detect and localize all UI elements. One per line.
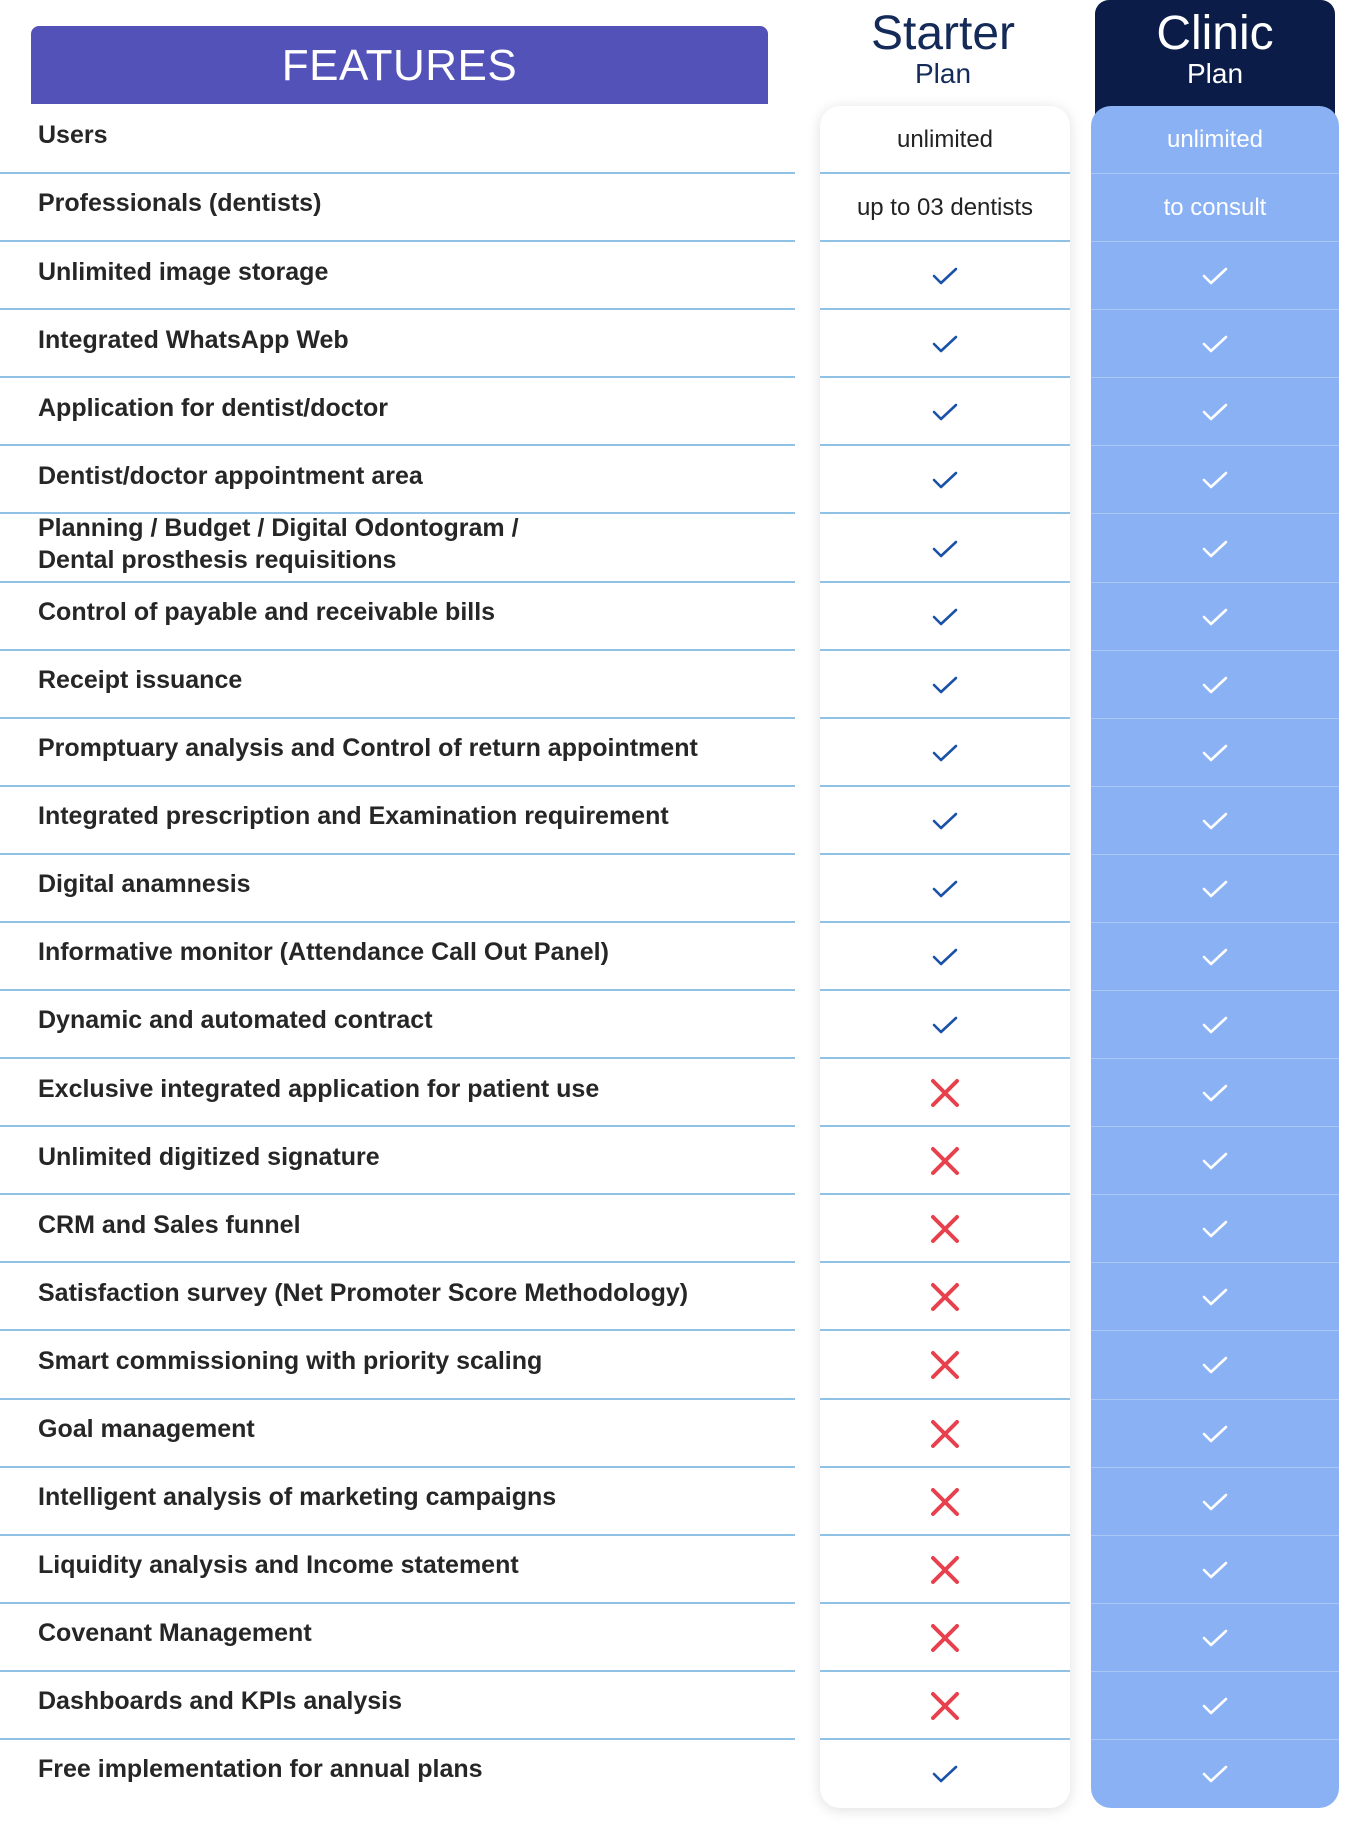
starter-plan-cell bbox=[820, 855, 1070, 923]
table-row bbox=[0, 1468, 1359, 1536]
check-icon bbox=[932, 743, 958, 763]
feature-label: Users bbox=[38, 121, 108, 150]
feature-label: Planning / Budget / Digital Odontogram / Dental prosthesis requisitions bbox=[38, 514, 519, 574]
feature-label: CRM and Sales funnel bbox=[38, 1210, 301, 1239]
feature-label: Smart commissioning with priority scaling bbox=[38, 1346, 543, 1375]
clinic-plan-cell bbox=[1091, 1127, 1339, 1195]
check-icon bbox=[1202, 1083, 1228, 1103]
table-row bbox=[0, 855, 1359, 923]
clinic-plan-cell bbox=[1091, 855, 1339, 923]
check-icon bbox=[1202, 1015, 1228, 1035]
starter-plan-header bbox=[818, 7, 1068, 89]
starter-plan-cell bbox=[820, 1740, 1070, 1808]
feature-label: Satisfaction survey (Net Promoter Score Methodology) bbox=[38, 1278, 689, 1307]
feature-label: Application for dentist/doctor bbox=[38, 393, 388, 422]
check-icon bbox=[932, 607, 958, 627]
cross-icon bbox=[930, 1691, 960, 1721]
check-icon bbox=[932, 334, 958, 354]
check-icon bbox=[932, 402, 958, 422]
table-row bbox=[0, 1740, 1359, 1808]
clinic-plan-cell bbox=[1091, 1059, 1339, 1127]
clinic-value-text: to consult bbox=[1163, 194, 1267, 222]
feature-label: Dentist/doctor appointment area bbox=[38, 461, 423, 490]
starter-plan-cell bbox=[820, 446, 1070, 514]
feature-label: Unlimited image storage bbox=[38, 257, 329, 286]
feature-label: Informative monitor (Attendance Call Out Panel) bbox=[38, 938, 609, 967]
features-header: FEATURES bbox=[31, 26, 768, 104]
check-icon bbox=[1202, 1492, 1228, 1512]
check-icon bbox=[1202, 947, 1228, 967]
feature-label: Unlimited digitized signature bbox=[38, 1142, 380, 1171]
clinic-plan-cell bbox=[1091, 583, 1339, 651]
starter-plan-cell bbox=[820, 310, 1070, 378]
cross-icon bbox=[930, 1350, 960, 1380]
feature-label: Exclusive integrated application for patient use bbox=[38, 1074, 600, 1103]
check-icon bbox=[932, 947, 958, 967]
starter-plan-cell bbox=[820, 787, 1070, 855]
cross-icon bbox=[930, 1623, 960, 1653]
feature-label: Free implementation for annual plans bbox=[38, 1755, 483, 1784]
starter-plan-cell bbox=[820, 174, 1070, 242]
cross-icon bbox=[930, 1282, 960, 1312]
table-row bbox=[0, 1536, 1359, 1604]
clinic-plan-cell bbox=[1091, 787, 1339, 855]
feature-label: Integrated prescription and Examination requirement bbox=[38, 802, 669, 831]
clinic-plan-cell bbox=[1091, 1468, 1339, 1536]
clinic-plan-cell bbox=[1091, 1604, 1339, 1672]
table-row bbox=[0, 106, 1359, 174]
cross-icon bbox=[930, 1419, 960, 1449]
feature-label: Promptuary analysis and Control of return appointment bbox=[38, 734, 698, 763]
check-icon bbox=[932, 266, 958, 286]
starter-value-text: unlimited bbox=[896, 126, 994, 154]
table-row bbox=[0, 446, 1359, 514]
check-icon bbox=[932, 879, 958, 899]
table-row bbox=[0, 310, 1359, 378]
feature-label: Goal management bbox=[38, 1414, 255, 1443]
starter-plan-cell bbox=[820, 1195, 1070, 1263]
starter-value-text: up to 03 dentists bbox=[856, 194, 1034, 222]
check-icon bbox=[1202, 1764, 1228, 1784]
starter-plan-cell bbox=[820, 923, 1070, 991]
cross-icon bbox=[930, 1214, 960, 1244]
starter-plan-cell bbox=[820, 1536, 1070, 1604]
check-icon bbox=[1202, 743, 1228, 763]
table-row bbox=[0, 583, 1359, 651]
starter-plan-cell bbox=[820, 583, 1070, 651]
table-row bbox=[0, 242, 1359, 310]
starter-plan-cell bbox=[820, 1400, 1070, 1468]
table-row bbox=[0, 1127, 1359, 1195]
check-icon bbox=[1202, 811, 1228, 831]
starter-plan-cell bbox=[820, 1604, 1070, 1672]
table-row bbox=[0, 1263, 1359, 1331]
feature-label: Liquidity analysis and Income statement bbox=[38, 1551, 519, 1580]
table-row bbox=[0, 991, 1359, 1059]
feature-label: Digital anamnesis bbox=[38, 870, 251, 899]
feature-label: Professionals (dentists) bbox=[38, 189, 322, 218]
cross-icon bbox=[930, 1146, 960, 1176]
clinic-plan-sub: Plan bbox=[1186, 58, 1244, 89]
table-row bbox=[0, 1400, 1359, 1468]
clinic-plan-cell bbox=[1091, 651, 1339, 719]
clinic-plan-cell bbox=[1091, 1195, 1339, 1263]
check-icon bbox=[932, 539, 958, 559]
table-row bbox=[0, 378, 1359, 446]
check-icon bbox=[1202, 879, 1228, 899]
clinic-plan-cell bbox=[1091, 446, 1339, 514]
check-icon bbox=[1202, 334, 1228, 354]
table-row bbox=[0, 1059, 1359, 1127]
starter-plan-cell bbox=[820, 1468, 1070, 1536]
table-row bbox=[0, 787, 1359, 855]
clinic-plan-cell bbox=[1091, 1740, 1339, 1808]
check-icon bbox=[1202, 1287, 1228, 1307]
clinic-plan-cell bbox=[1091, 310, 1339, 378]
starter-plan-cell bbox=[820, 1331, 1070, 1399]
check-icon bbox=[1202, 1560, 1228, 1580]
starter-plan-cell bbox=[820, 1059, 1070, 1127]
check-icon bbox=[1202, 1696, 1228, 1716]
starter-plan-sub: Plan bbox=[914, 58, 972, 89]
table-row bbox=[0, 514, 1359, 582]
table-row bbox=[0, 651, 1359, 719]
check-icon bbox=[932, 1015, 958, 1035]
table-row bbox=[0, 1331, 1359, 1399]
check-icon bbox=[1202, 266, 1228, 286]
feature-label: Intelligent analysis of marketing campaigns bbox=[38, 1483, 557, 1511]
cross-icon bbox=[930, 1555, 960, 1585]
check-icon bbox=[1202, 1219, 1228, 1239]
clinic-plan-cell bbox=[1091, 174, 1339, 242]
check-icon bbox=[932, 811, 958, 831]
check-icon bbox=[1202, 607, 1228, 627]
clinic-plan-cell bbox=[1091, 1263, 1339, 1331]
starter-plan-cell bbox=[820, 651, 1070, 719]
check-icon bbox=[932, 675, 958, 695]
clinic-plan-cell bbox=[1091, 514, 1339, 582]
starter-plan-cell bbox=[820, 719, 1070, 787]
clinic-plan-cell bbox=[1091, 719, 1339, 787]
cross-icon bbox=[930, 1078, 960, 1108]
check-icon bbox=[1202, 1151, 1228, 1171]
starter-plan-cell bbox=[820, 1263, 1070, 1331]
starter-plan-name: Starter bbox=[870, 7, 1016, 60]
clinic-plan-cell bbox=[1091, 1672, 1339, 1740]
clinic-plan-cell bbox=[1091, 378, 1339, 446]
check-icon bbox=[1202, 470, 1228, 490]
starter-plan-cell bbox=[820, 1672, 1070, 1740]
check-icon bbox=[1202, 1628, 1228, 1648]
check-icon bbox=[1202, 1424, 1228, 1444]
check-icon bbox=[932, 1764, 958, 1784]
table-row bbox=[0, 923, 1359, 991]
starter-plan-cell bbox=[820, 1127, 1070, 1195]
table-row bbox=[0, 174, 1359, 242]
cross-icon bbox=[930, 1487, 960, 1517]
check-icon bbox=[1202, 402, 1228, 422]
clinic-value-text: unlimited bbox=[1166, 126, 1264, 154]
feature-label: Control of payable and receivable bills bbox=[38, 597, 496, 626]
starter-plan-cell bbox=[820, 991, 1070, 1059]
clinic-plan-cell bbox=[1091, 106, 1339, 174]
check-icon bbox=[1202, 675, 1228, 695]
clinic-plan-name: Clinic bbox=[1156, 7, 1274, 60]
clinic-plan-cell bbox=[1091, 1536, 1339, 1604]
table-row bbox=[0, 1604, 1359, 1672]
feature-label: Dynamic and automated contract bbox=[38, 1006, 433, 1035]
feature-label: Receipt issuance bbox=[38, 666, 243, 695]
feature-label: Covenant Management bbox=[38, 1619, 312, 1648]
table-row bbox=[0, 1195, 1359, 1263]
clinic-plan-cell bbox=[1091, 1400, 1339, 1468]
feature-label: Dashboards and KPIs analysis bbox=[38, 1687, 403, 1716]
clinic-plan-cell bbox=[1091, 991, 1339, 1059]
check-icon bbox=[1202, 539, 1228, 559]
feature-label: Integrated WhatsApp Web bbox=[38, 325, 349, 354]
clinic-plan-cell bbox=[1091, 242, 1339, 310]
clinic-plan-cell bbox=[1091, 1331, 1339, 1399]
starter-plan-cell bbox=[820, 378, 1070, 446]
clinic-plan-cell bbox=[1091, 923, 1339, 991]
starter-plan-cell bbox=[820, 514, 1070, 582]
starter-plan-cell bbox=[820, 106, 1070, 174]
table-row bbox=[0, 1672, 1359, 1740]
table-row bbox=[0, 719, 1359, 787]
check-icon bbox=[932, 470, 958, 490]
check-icon bbox=[1202, 1355, 1228, 1375]
starter-plan-cell bbox=[820, 242, 1070, 310]
